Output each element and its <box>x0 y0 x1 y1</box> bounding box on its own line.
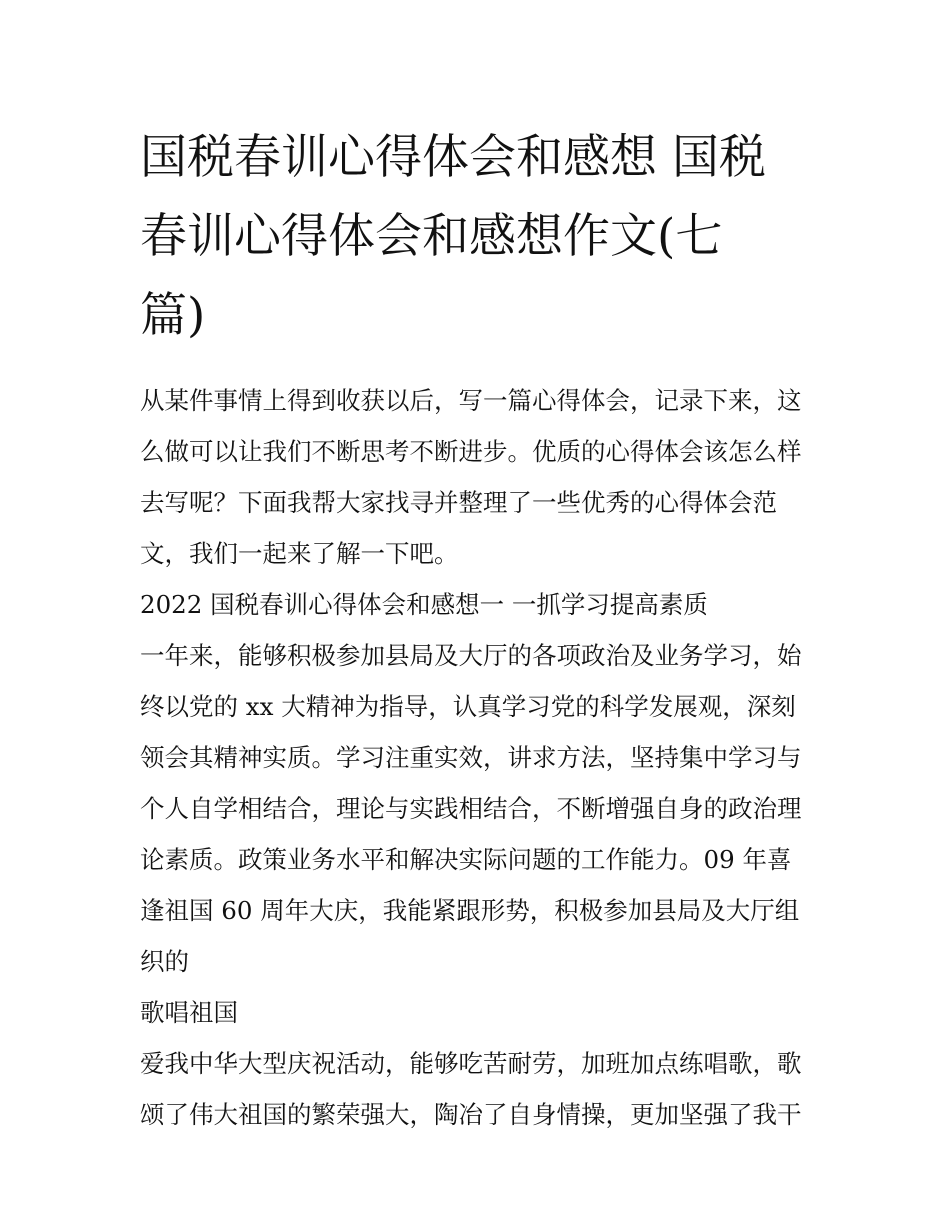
text-line: 终以党的 xx 大精神为指导，认真学习党的科学发展观，深刻 <box>140 692 796 721</box>
text-line: 爱我中华大型庆祝活动，能够吃苦耐劳，加班加点练唱歌，歌 <box>140 1049 802 1078</box>
title-line: 篇) <box>140 288 206 343</box>
text-line: 去写呢？下面我帮大家找寻并整理了一些优秀的心得体会范 <box>140 488 777 517</box>
document-title <box>140 118 820 355</box>
text-line: 论素质。政策业务水平和解决实际问题的工作能力。09 年喜 <box>140 845 792 874</box>
subheading <box>140 987 820 1038</box>
text-line: 个人自学相结合，理论与实践相结合，不断增强自身的政治理 <box>140 794 802 823</box>
title-line: 春训心得体会和感想作文(七 <box>140 209 723 264</box>
body-paragraph-2 <box>140 1038 820 1140</box>
text-line: 么做可以让我们不断思考不断进步。优质的心得体会该怎么样 <box>140 437 802 466</box>
section-heading <box>140 579 820 630</box>
text-line: 一年来，能够积极参加县局及大厅的各项政治及业务学习，始 <box>140 641 802 670</box>
title-line: 国税春训心得体会和感想 国税 <box>140 130 766 185</box>
body-paragraph <box>140 630 820 987</box>
text-line: 文，我们一起来了解一下吧。 <box>140 539 459 568</box>
section-heading-text: 2022 国税春训心得体会和感想一 一抓学习提高素质 <box>140 590 708 619</box>
text-line: 领会其精神实质。学习注重实效，讲求方法，坚持集中学习与 <box>140 743 802 772</box>
text-line: 从某件事情上得到收获以后，写一篇心得体会，记录下来，这 <box>140 386 802 415</box>
intro-paragraph <box>140 375 820 579</box>
text-line: 颂了伟大祖国的繁荣强大，陶冶了自身情操，更加坚强了我干 <box>140 1100 802 1129</box>
text-line: 逢祖国 60 周年大庆，我能紧跟形势，积极参加县局及大厅组 <box>140 896 800 925</box>
document-content <box>140 118 820 1140</box>
text-line: 织的 <box>140 947 189 976</box>
subheading-text: 歌唱祖国 <box>140 998 238 1027</box>
